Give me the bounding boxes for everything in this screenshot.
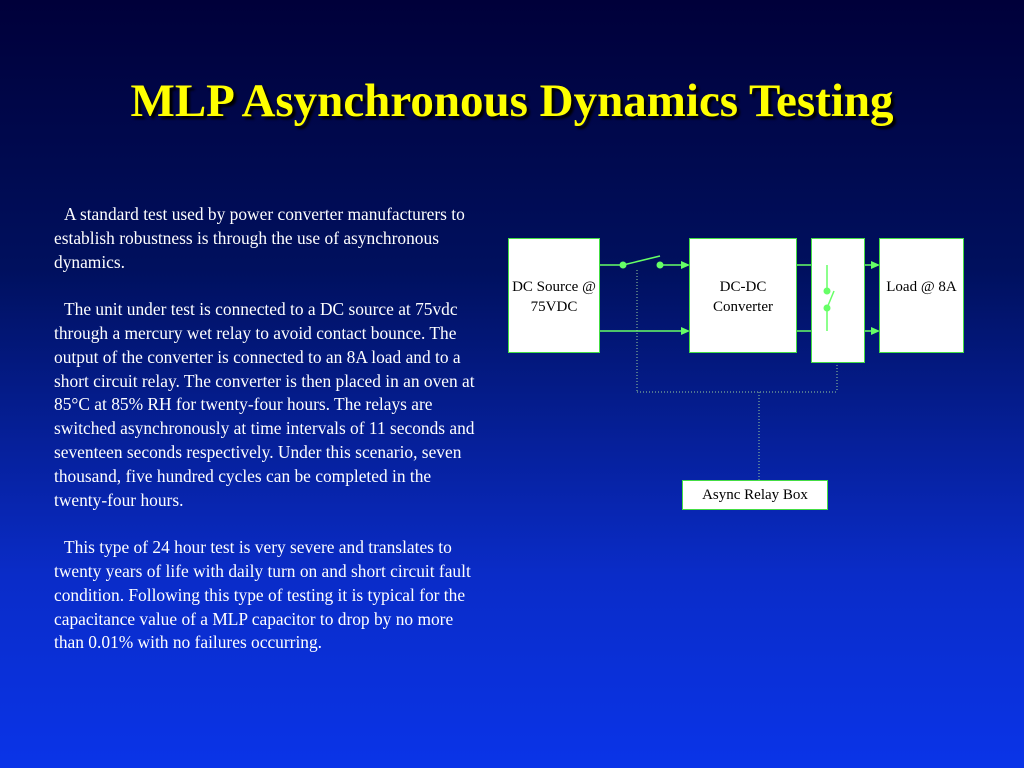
dc-source-box	[508, 238, 600, 353]
relay-contact-left	[620, 262, 627, 269]
paragraph-results: This type of 24 hour test is very severe and translates to twenty years of life with daily turn on and short circuit fault condition. Following this type of testing it is typical for the capacitance value of a MLP capacitor to drop by no more than 0.01% with no failures occurring.	[54, 537, 471, 653]
async-relay-box: Async Relay Box	[682, 480, 828, 510]
short-circuit-relay-box	[811, 238, 865, 363]
dc-dc-converter-box	[689, 238, 797, 353]
load-label: Load @ 8A	[886, 279, 957, 295]
converter-label: DC-DC Converter	[713, 279, 773, 315]
slide-title: MLP Asynchronous Dynamics Testing	[130, 75, 894, 127]
paragraph-intro: A standard test used by power converter manufacturers to establish robustness is through the use of asynchronous dynamics.	[54, 204, 465, 272]
load-box	[879, 238, 964, 353]
dc-source-label: DC Source @ 75VDC	[512, 279, 596, 315]
relay-switch-arm	[623, 256, 660, 265]
paragraph-setup: The unit under test is connected to a DC source at 75vdc through a mercury wet relay to avoid contact bounce. The output of the converter is connected to an 8A load and to a short circuit relay. The converter is then placed in an oven at 85°C at 85% RH for twenty-four hours. The relays are switched asynchronously at time intervals of 11 seconds and seventeen seconds respectively. Under this scenario, seven thousand, five hundred cycles can be completed in the twenty-four hours.	[54, 299, 475, 510]
short-circuit-switch	[812, 239, 864, 362]
